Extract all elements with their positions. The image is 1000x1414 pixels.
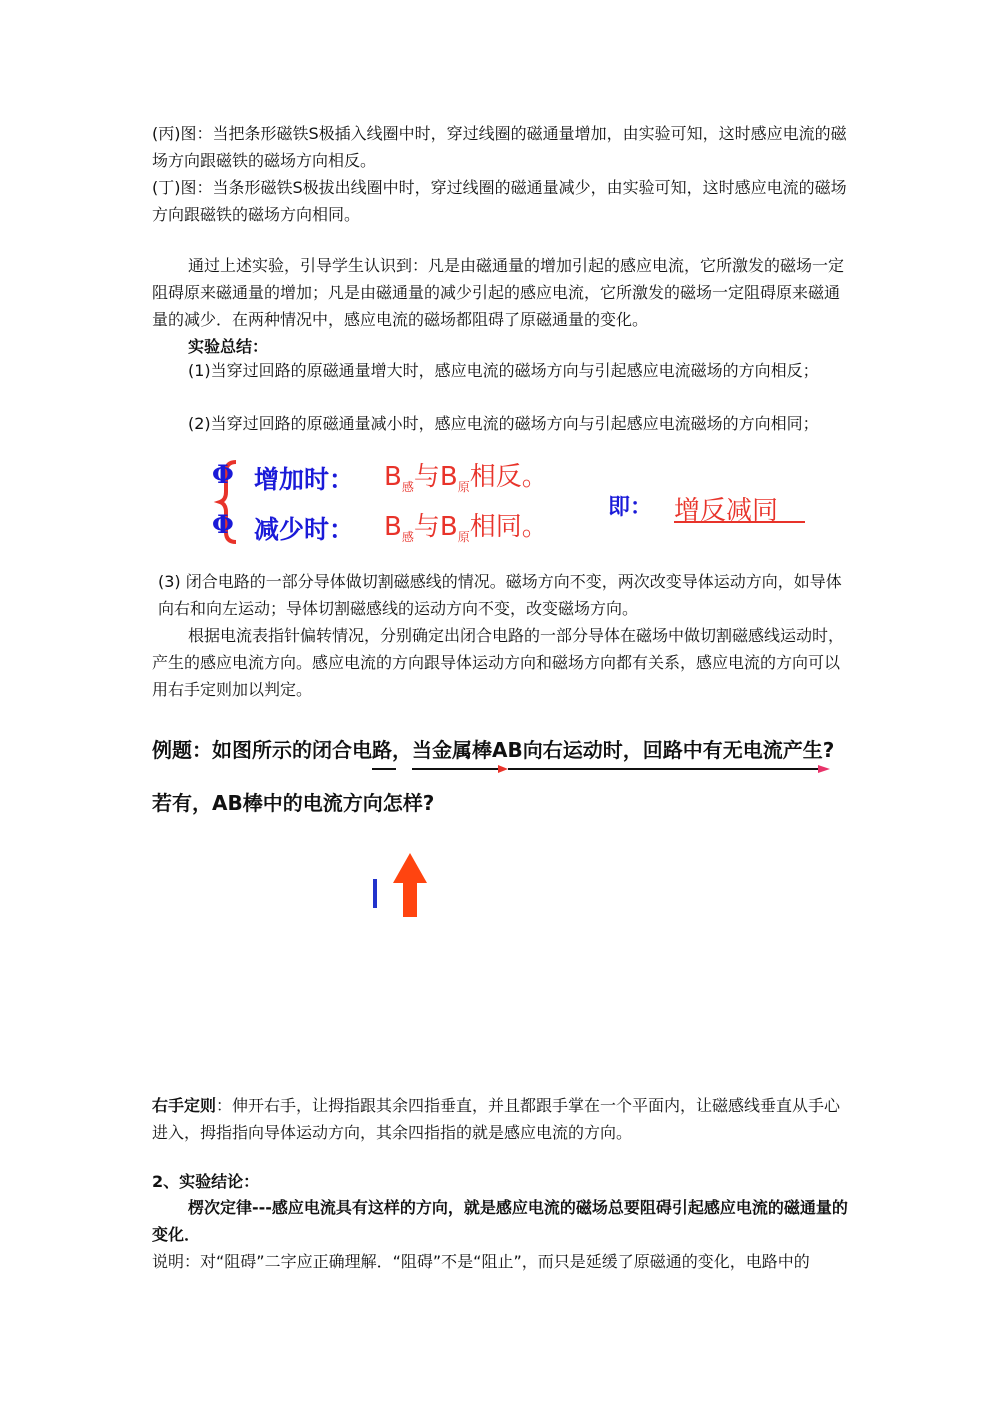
right-hand-rule	[152, 1092, 852, 1146]
conclusion-heading: 2、实验结论：	[152, 1172, 260, 1191]
subscript-yuan: 原	[457, 480, 470, 494]
paragraph-guide: 通过上述实验，引导学生认识到：凡是由磁通量的增加引起的感应电流，它所激发的磁场一定阻碍原来磁通量的增加；凡是由磁通量的减少引起的感应电流，它所激发的磁场一定阻碍原来磁通量的减少．在两种情况中，感应电流的磁场都阻碍了原磁通量的变化。	[152, 256, 845, 329]
b-symbol: B	[384, 462, 402, 492]
up-arrow-icon	[393, 853, 427, 917]
lenz-law: 楞次定律---感应电流具有这样的方向，就是感应电流的磁场总要阻碍引起感应电流的磁通量的变化．	[152, 1198, 848, 1244]
decrease-label: 减少时：	[254, 515, 355, 544]
mnemonic-text: 增反减同	[674, 496, 779, 526]
arrowhead-1	[498, 765, 508, 773]
b-symbol: B	[439, 462, 458, 492]
subscript-gan: 感	[401, 480, 414, 494]
example-line-2: 若有，AB棒中的电流方向怎样?	[152, 791, 435, 815]
arrowhead-2	[818, 765, 830, 773]
note-text: 说明：对“阻碍”二字应正确理解．“阻碍”不是“阻止”，而只是延缓了原磁通的变化，电路中的	[152, 1252, 810, 1271]
summary-item-1: (1)当穿过回路的原磁通量增大时，感应电流的磁场方向与引起感应电流磁场的方向相反；	[188, 361, 819, 380]
summary-title: 实验总结：	[188, 337, 269, 356]
phi-symbol-1: Φ	[212, 460, 234, 489]
right-hand-text: ：伸开右手，让拇指跟其余四指垂直，并且都跟手掌在一个平面内，让磁感线垂直从手心进入，拇指指向导体运动方向，其余四指指的就是感应电流的方向。	[152, 1096, 841, 1142]
b-symbol: B	[384, 512, 402, 542]
summary-item-3: (3) 闭合电路的一部分导体做切割磁感线的情况。磁场方向不变，两次改变导体运动方向，如导体向右和向左运动；导体切割磁感线的运动方向不变，改变磁场方向。	[158, 572, 842, 618]
example-annotations	[0, 760, 1000, 780]
summary-item-2: (2)当穿过回路的原磁通量减小时，感应电流的磁场方向与引起感应电流磁场的方向相同；	[188, 414, 819, 433]
formula-row-2	[384, 506, 548, 545]
paragraph-bing: (丙)图：当把条形磁铁S极插入线圈中时，穿过线圈的磁通量增加，由实验可知，这时感应电流的磁场方向跟磁铁的磁场方向相反。	[152, 124, 847, 170]
same-text: 相同。	[469, 512, 548, 542]
increase-label: 增加时：	[254, 465, 355, 494]
formula-row-1	[384, 456, 548, 495]
phi-symbol-2: Φ	[212, 510, 234, 539]
yu-text: 与	[413, 462, 440, 492]
opposite-text: 相反。	[469, 462, 548, 492]
right-hand-label: 右手定则	[152, 1096, 217, 1115]
ji-label: 即：	[608, 494, 653, 520]
subscript-yuan: 原	[457, 530, 470, 544]
summary-item-3b: 根据电流表指针偏转情况，分别确定出闭合电路的一部分导体在磁场中做切割磁感线运动时，产生的感应电流方向。感应电流的方向跟导体运动方向和磁场方向都有关系，感应电流的方向可以用右手定则加以判定。	[152, 626, 845, 699]
subscript-gan: 感	[401, 530, 414, 544]
paragraph-ding: (丁)图：当条形磁铁S极拔出线圈中时，穿过线圈的磁通量减少，由实验可知，这时感应电流的磁场方向跟磁铁的磁场方向相同。	[152, 178, 847, 224]
yu-text: 与	[413, 512, 440, 542]
example-figure	[0, 845, 1000, 925]
b-symbol: B	[439, 512, 458, 542]
example-line-1: 例题：如图所示的闭合电路，当金属棒AB向右运动时，回路中有无电流产生?	[152, 738, 835, 762]
